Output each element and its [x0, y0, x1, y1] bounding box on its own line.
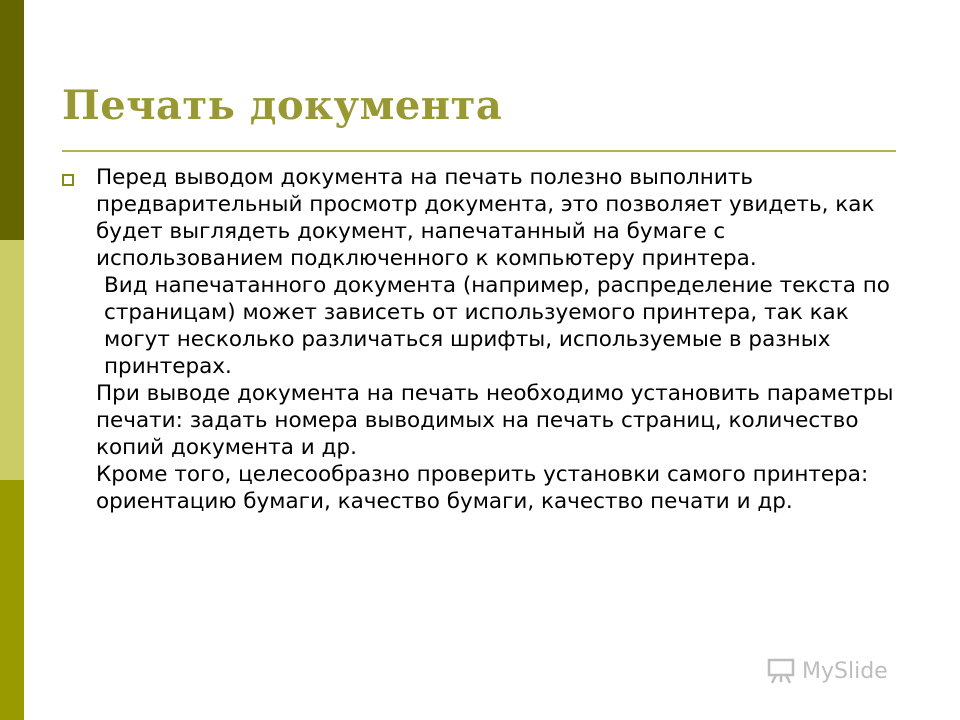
paragraph-2: Вид напечатанного документа (например, распределение текста по страницам) может зависеть от используемого принтера, так как могут несколько различаться шрифты, используемые в разных принтерах.: [104, 273, 890, 379]
slide-title: Печать документа: [62, 82, 503, 129]
paragraph-4: Кроме того, целесообразно проверить установки самого принтера: ориентацию бумаги, качество бумаги, качество печати и др.: [96, 462, 869, 514]
square-bullet-icon: [62, 174, 74, 186]
sidebar-stripe-bottom: [0, 480, 24, 720]
title-underline: [62, 150, 896, 152]
sidebar-stripe-top: [0, 0, 24, 240]
slide-body: [96, 164, 916, 515]
watermark-logo: [766, 658, 888, 684]
watermark-text: MySlide: [802, 658, 888, 684]
presentation-board-icon: [766, 658, 796, 684]
paragraph-3: При выводе документа на печать необходимо установить параметры печати: задать номера выводимых на печать страниц, количество копий документа и др.: [96, 381, 894, 460]
paragraph-1: Перед выводом документа на печать полезно выполнить предварительный просмотр документа, это позволяет увидеть, как будет выглядеть документ, напечатанный на бумаге с использованием подключенного к компьютеру принтера.: [96, 165, 875, 271]
sidebar-stripe-middle: [0, 240, 24, 480]
